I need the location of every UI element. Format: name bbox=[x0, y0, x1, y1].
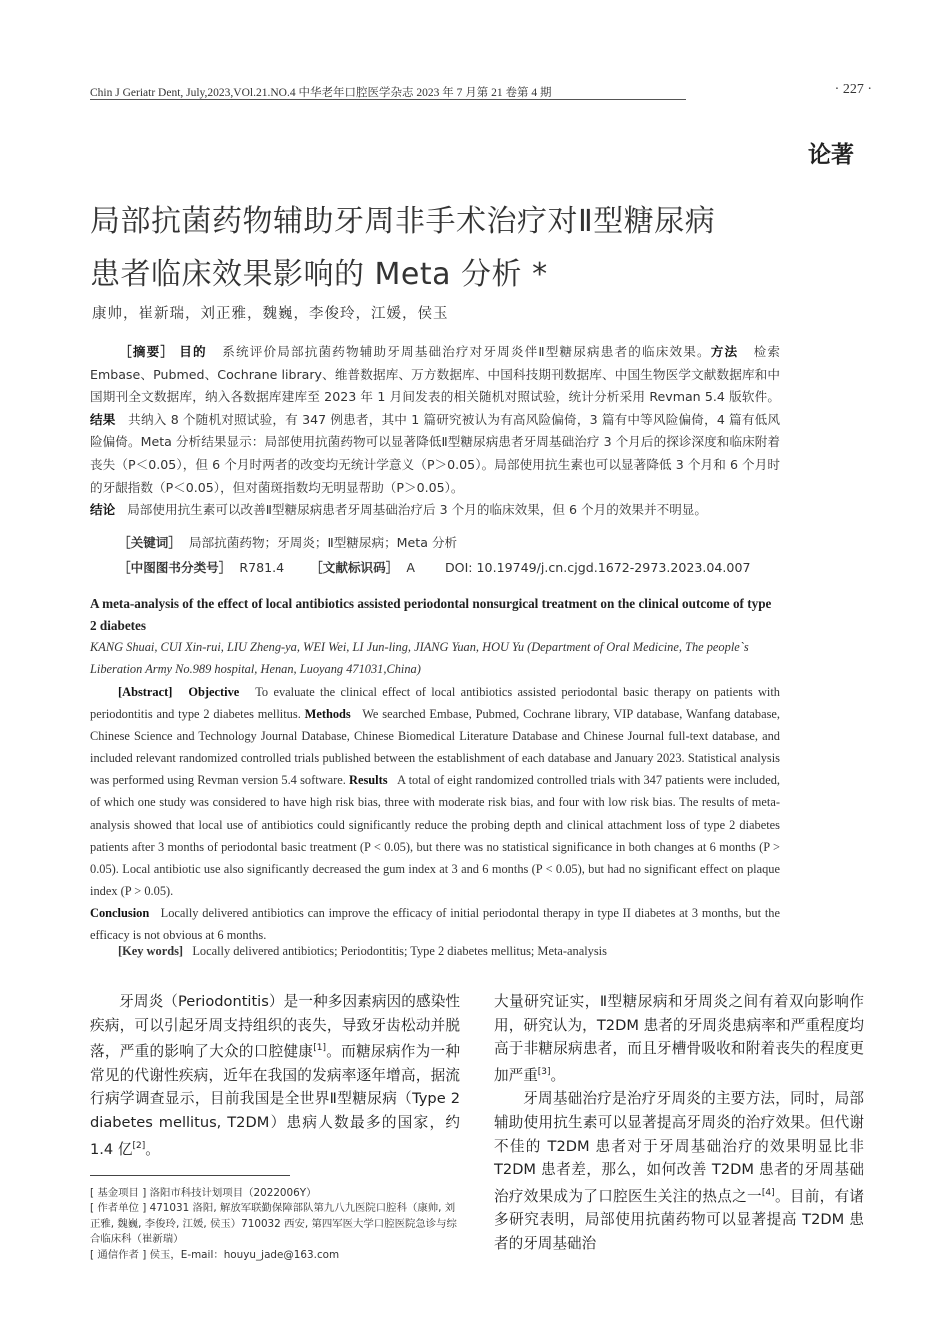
results-en: A total of eight randomized controlled trials with 347 patients were included, of which one study was considered to have high risk bias, three with moderate risk bias, and four with low risk bias. The results of meta-analysis showed that local use of antibiotics could significantly reduce the probing depth and clinical attachment loss of type 2 diabetes patients after 3 months of periodontal basic treatment (P < 0.05), but there was no statistical significance in both changes at 6 months (P > 0.05). Local antibiotic use also significantly decreased the gum index at 3 and 6 months (P < 0.05), but had no significant effect on plaque index (P > 0.05). bbox=[90, 773, 780, 898]
doi: DOI: 10.19749/j.cn.cjgd.1672-2973.2023.04.007 bbox=[444, 560, 751, 575]
body-right-column bbox=[494, 990, 864, 1256]
classification-line bbox=[118, 557, 750, 576]
article-title-line-1: 局部抗菌药物辅助牙周非手术治疗对Ⅱ型糖尿病 bbox=[90, 204, 716, 239]
citation-ref: [2] bbox=[132, 1140, 146, 1151]
conclusion-en-label: Conclusion bbox=[90, 905, 150, 920]
citation-ref: [4] bbox=[761, 1187, 775, 1198]
footnote-corresponding: [ 通信作者 ] 侯玉，E-mail：houyu_jade@163.com bbox=[90, 1248, 340, 1261]
footnote-fund: [ 基金项目 ] 洛阳市科技计划项目（2022006Y） bbox=[90, 1187, 317, 1199]
keywords-cn bbox=[118, 532, 457, 551]
body-text: 大量研究证实，Ⅱ型糖尿病和牙周炎之间有着双向影响作用，研究认为，T2DM 患者的牙周炎患病率和严重程度均高于非糖尿病患者，而且牙槽骨吸收和附着丧失的程度更加严重 bbox=[494, 993, 864, 1084]
english-title: A meta-analysis of the effect of local antibiotics assisted periodontal nonsurgical treatment on the clinical outcome of type 2 diabetes bbox=[90, 596, 772, 633]
article-title-line-2: 患者临床效果影响的 Meta 分析 * bbox=[90, 257, 548, 292]
conclusion-cn: 局部使用抗生素可以改善Ⅱ型糖尿病患者牙周基础治疗后 3 个月的临床效果，但 6 个月的效果并不明显。 bbox=[127, 502, 707, 518]
footnotes bbox=[90, 1186, 460, 1263]
keywords-en bbox=[118, 944, 607, 959]
results-cn: 共纳入 8 个随机对照试验，有 347 例患者，其中 1 篇研究被认为有高风险偏倚，3 篇有中等风险偏倚，4 篇有低风险偏倚。Meta 分析结果显示：局部使用抗菌药物可以显著降低Ⅱ型糖尿病患者牙周基础治疗 3 个月后的探诊深度和临床附着丧失（P＜0.05），但 6 个月时两者的改变均无统计学意义（P＞0.05）。局部使用抗生素也可以显著降低 3 个月和 6 个月时的牙龈指数（P＜0.05），但对菌斑指数均无明显帮助（P＞0.05）。 bbox=[90, 411, 780, 495]
abstract-en-label: [Abstract] bbox=[118, 685, 173, 699]
clc-label: ［中图图书分类号］ bbox=[118, 560, 232, 575]
doc-code-label: ［文献标识码］ bbox=[310, 560, 399, 575]
running-header: Chin J Geriatr Dent, July,2023,VOl.21.NO.4 中华老年口腔医学杂志 2023 年 7 月第 21 卷第 4 期 bbox=[90, 87, 552, 99]
conclusion-en: Locally delivered antibiotics can improve the efficacy of initial periodontal therapy in type II diabetes at 3 months, but the efficacy is not obvious at 6 months. bbox=[90, 905, 780, 943]
keywords-en-text: Locally delivered antibiotics; Periodontitis; Type 2 diabetes mellitus; Meta-analysis bbox=[192, 944, 607, 958]
methods-cn-label: 方法 bbox=[710, 344, 739, 359]
objective-cn-label: 目的 bbox=[179, 344, 207, 359]
body-paragraph bbox=[90, 990, 460, 1161]
body-text: 牙周基础治疗是治疗牙周炎的主要方法，同时，局部辅助使用抗生素可以显著提高牙周炎的治疗效果。但代谢不佳的 T2DM 患者对于牙周基础治疗的效果明显比非 T2DM 患者差，那么，如何改善 T2DM 患者的牙周基础治疗效果成为了口腔医生关注的热点之一 bbox=[494, 1090, 864, 1205]
results-cn-label: 结果 bbox=[90, 411, 116, 427]
body-text: 。 bbox=[145, 1140, 160, 1158]
body-paragraph bbox=[494, 990, 864, 1087]
abstract-en bbox=[90, 681, 780, 946]
body-text: 。而糖尿病作为一种常见的代谢性疾病，近年在我国的发病率逐年增高，据流行病学调查显示，目前我国是全世界Ⅱ型糖尿病（Type 2 diabetes mellitus, T2DM）患病人数最多的国家，约 1.4 亿 bbox=[90, 1043, 460, 1158]
clc-code: R781.4 bbox=[239, 560, 285, 575]
footnote-rule bbox=[90, 1175, 290, 1176]
author-list: 康帅，崔新瑞，刘正雅，魏巍，李俊玲，江媛，侯玉 bbox=[92, 306, 449, 322]
citation-ref: [3] bbox=[537, 1066, 551, 1077]
body-text: 。目前，有诸多研究表明，局部使用抗菌药物可以显著提高 T2DM 患者的牙周基础治 bbox=[494, 1187, 864, 1252]
body-left-column bbox=[90, 990, 460, 1161]
footnote-affiliation: [ 作者单位 ] 471031 洛阳, 解放军联勤保障部队第九八九医院口腔科（康帅, 刘正雅, 魏巍, 李俊玲, 江媛, 侯玉）710032 西安, 第四军医大学口腔医院急诊与综合临床科（崔新瑞） bbox=[90, 1202, 457, 1246]
objective-en: To evaluate the clinical effect of local antibiotics assisted periodontal basic therapy on patients with periodontitis and type 2 diabetes mellitus. bbox=[90, 685, 781, 722]
doc-code: A bbox=[406, 560, 415, 575]
header-rule bbox=[90, 99, 686, 100]
methods-en-label: Methods bbox=[304, 707, 351, 722]
citation-ref: [1] bbox=[313, 1043, 327, 1054]
conclusion-cn-label: 结论 bbox=[90, 502, 116, 518]
keywords-en-label: [Key words] bbox=[118, 944, 184, 958]
results-en-label: Results bbox=[349, 773, 388, 788]
body-text: 牙周炎（Periodontitis）是一种多因素病因的感染性疾病，可以引起牙周支持组织的丧失，导致牙齿松动并脱落，严重的影响了大众的口腔健康 bbox=[90, 993, 460, 1061]
keywords-cn-label: ［关键词］ bbox=[118, 535, 181, 550]
abstract-cn-label: ［摘要］ bbox=[118, 344, 175, 359]
body-text: 。 bbox=[550, 1066, 566, 1084]
abstract-cn bbox=[90, 341, 780, 522]
article-category: 论著 bbox=[808, 142, 854, 168]
methods-cn: 检索 Embase、Pubmed、Cochrane library、维普数据库、万方数据库、中国科技期刊数据库、中国生物医学文献数据库和中国期刊全文数据库，纳入各数据库建库至 2023 年 1 月间发表的相关随机对照试验，统计分析采用 Revman 5.4 版软件。 bbox=[90, 344, 781, 405]
page-number: · 227 · bbox=[834, 82, 872, 97]
body-paragraph bbox=[494, 1087, 864, 1255]
keywords-cn-text: 局部抗菌药物；牙周炎；Ⅱ型糖尿病；Meta 分析 bbox=[188, 535, 458, 550]
english-authors: KANG Shuai, CUI Xin-rui, LIU Zheng-ya, WEI Wei, LI Jun-ling, JIANG Yuan, HOU Yu (Department of Oral Medicine, The people`s Liberation Army No.989 hospital, Henan, Luoyang 471031,China) bbox=[90, 640, 749, 676]
objective-cn: 系统评价局部抗菌药物辅助牙周基础治疗对牙周炎伴Ⅱ型糖尿病患者的临床效果。 bbox=[222, 344, 711, 359]
objective-en-label: Objective bbox=[188, 685, 240, 699]
methods-en: We searched Embase, Pubmed, Cochrane library, VIP database, Wanfang database, Chinese Science and Technology Journal Database, Chinese Biomedical Literature Database and Chinese Journal full-text database, and included relevant randomized controlled trials published between the establishment of each database and January 2023. Statistical analysis was performed using Revman version 5.4 software. bbox=[90, 707, 780, 788]
